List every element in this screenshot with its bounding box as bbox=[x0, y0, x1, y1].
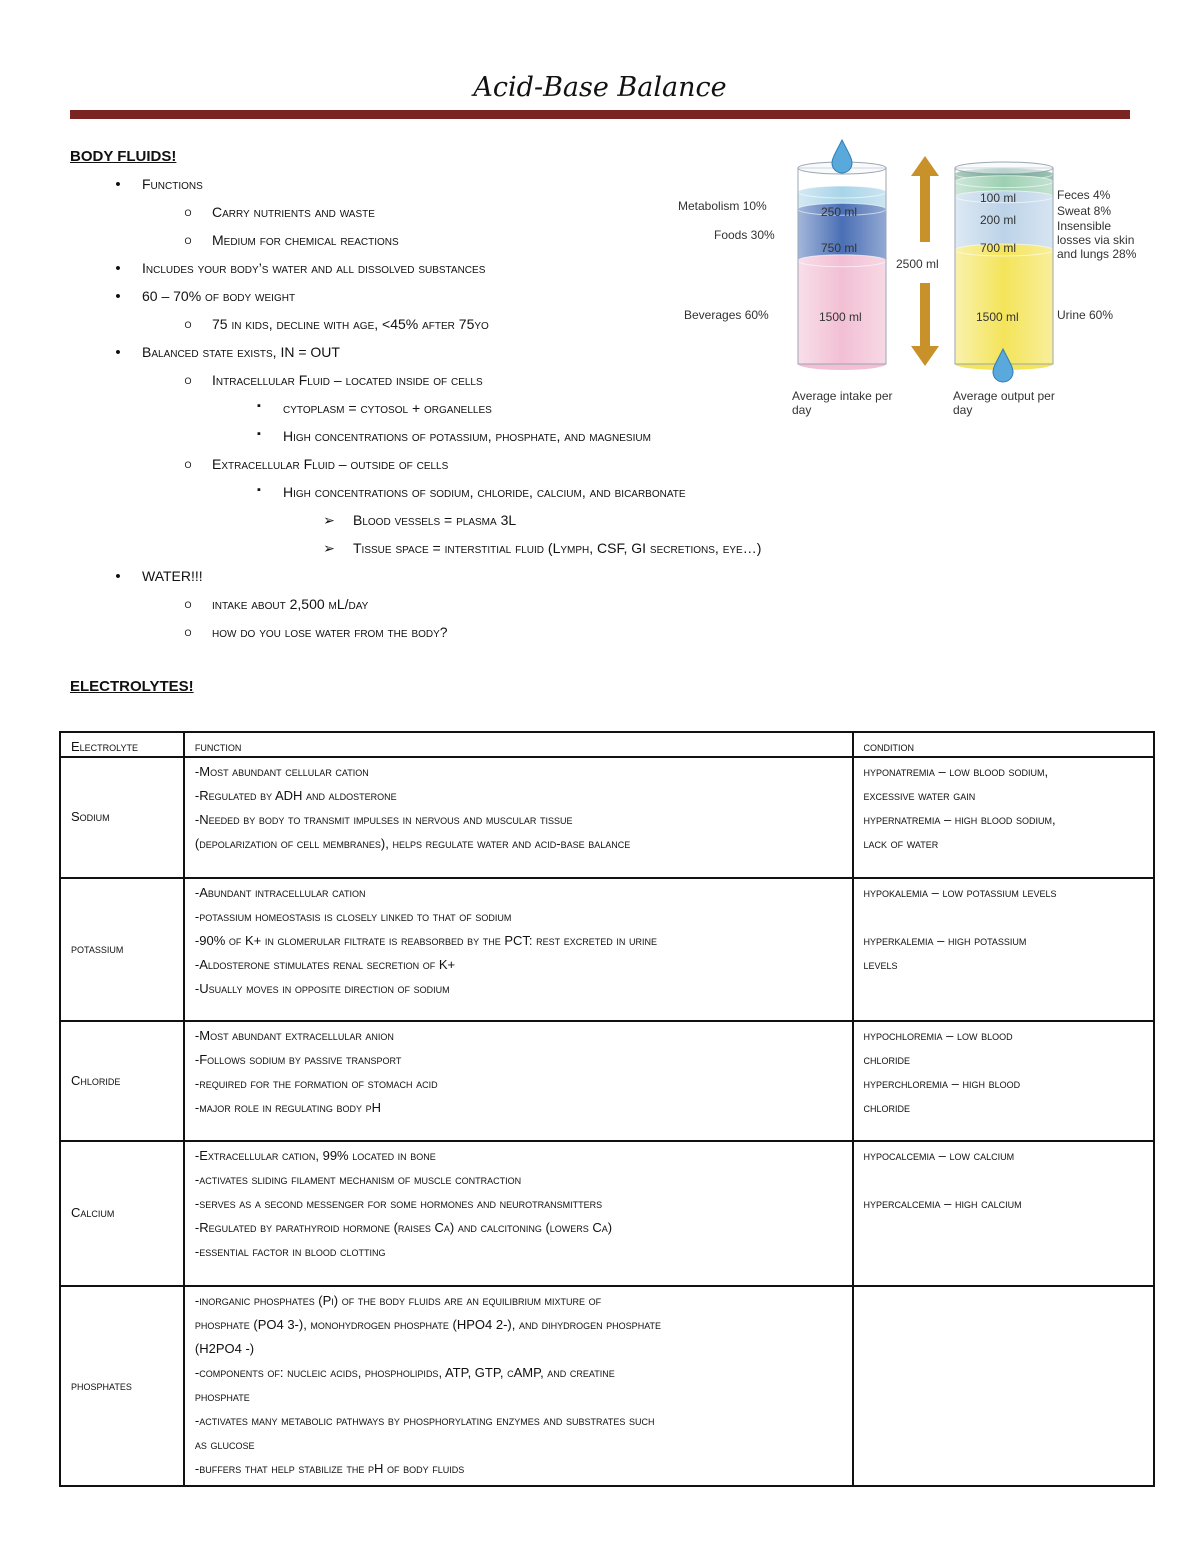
page-title: Acid-Base Balance bbox=[473, 72, 727, 103]
outline-item-text: Includes your body’s water and all dissolved substances bbox=[142, 260, 486, 276]
condition-line: hyperkalemia – high potassium bbox=[863, 933, 1027, 948]
intake-label-beverages: Beverages 60% bbox=[684, 308, 769, 322]
condition-line bbox=[864, 1168, 1144, 1192]
outline-item bbox=[115, 568, 203, 585]
arrow-down-shape bbox=[911, 283, 939, 366]
electrolyte-name: Chloride bbox=[60, 1021, 184, 1141]
function-line: -Extracellular cation, 99% located in bone bbox=[194, 1148, 436, 1163]
outline-item-text: Medium for chemical reactions bbox=[212, 232, 399, 248]
output-volume-insensible: 700 ml bbox=[980, 241, 1017, 255]
function-line: -buffers that help stabilize the pH of body fluids bbox=[194, 1461, 465, 1476]
condition-line: levels bbox=[863, 957, 898, 972]
intake-volume-beverages: 1500 ml bbox=[819, 310, 862, 324]
output-caption: Average output per day bbox=[953, 389, 1055, 417]
electrolyte-functions bbox=[184, 1286, 853, 1486]
function-line: phosphate bbox=[194, 1389, 250, 1404]
outline-item-text: cytoplasm = cytosol + organelles bbox=[283, 400, 492, 416]
function-line: (H2PO4 -) bbox=[194, 1341, 255, 1356]
condition-line: hypokalemia – low potassium levels bbox=[863, 885, 1057, 900]
intake-label-foods: Foods 30% bbox=[714, 228, 775, 242]
bullet-marker: o bbox=[184, 232, 192, 247]
outline-item bbox=[115, 176, 203, 193]
outline-item bbox=[184, 596, 369, 612]
condition-line: hypernatremia – high blood sodium, bbox=[863, 812, 1056, 827]
condition-line: hypochloremia – low blood bbox=[863, 1028, 1013, 1043]
column-header-condition: condition bbox=[853, 732, 1155, 757]
arrow-up-shape bbox=[911, 156, 939, 242]
output-volume-urine: 1500 ml bbox=[976, 310, 1019, 324]
water-balance-svg bbox=[670, 128, 1140, 428]
function-line: -potassium homeostasis is closely linked to that of sodium bbox=[194, 909, 512, 924]
bullet-marker: ▪ bbox=[257, 484, 261, 496]
electrolyte-functions bbox=[184, 757, 853, 878]
outline-item-text: how do you lose water from the body? bbox=[212, 624, 448, 640]
outline-item-text: Functions bbox=[142, 176, 203, 192]
function-line: -90% of K+ in glomerular filtrate is reabsorbed by the PCT: rest excreted in urine bbox=[194, 933, 657, 948]
total-volume-label: 2500 ml bbox=[896, 257, 939, 271]
outline-item bbox=[115, 344, 340, 361]
electrolyte-functions bbox=[184, 878, 853, 1021]
column-header-electrolyte: Electrolyte bbox=[60, 732, 184, 757]
outline-item bbox=[184, 624, 448, 640]
output-label-insensible: Insensible losses via skin and lungs 28% bbox=[1057, 219, 1137, 261]
condition-line: hypercalcemia – high calcium bbox=[863, 1196, 1022, 1211]
bullet-marker: o bbox=[184, 372, 192, 387]
table-header-row bbox=[60, 732, 1154, 757]
function-line: -required for the formation of stomach acid bbox=[194, 1076, 438, 1091]
bullet-marker: ▪ bbox=[257, 400, 261, 412]
bullet-marker: o bbox=[184, 316, 192, 331]
outline-item-text: Intracellular Fluid – located inside of cells bbox=[212, 372, 483, 388]
electrolyte-name: phosphates bbox=[60, 1286, 184, 1486]
bullet-marker: ▪ bbox=[257, 428, 261, 440]
function-line: (depolarization of cell membranes), helps regulate water and acid-base balance bbox=[194, 836, 631, 851]
outline-item-text: 75 in kids, decline with age, <45% after 75yo bbox=[212, 316, 489, 332]
electrolytes-table-body bbox=[60, 757, 1154, 1486]
title-rule bbox=[70, 110, 1130, 119]
outline-item-text: Extracellular Fluid – outside of cells bbox=[212, 456, 449, 472]
electrolytes-table bbox=[59, 731, 1155, 1487]
outline-item-text: Carry nutrients and waste bbox=[212, 204, 375, 220]
electrolytes-heading: ELECTROLYTES! bbox=[70, 678, 194, 695]
outline-item bbox=[184, 232, 399, 248]
function-line: -activates sliding filament mechanism of muscle contraction bbox=[194, 1172, 522, 1187]
outline-item bbox=[184, 456, 449, 472]
function-line: -Most abundant cellular cation bbox=[194, 764, 369, 779]
function-line: -Usually moves in opposite direction of sodium bbox=[194, 981, 450, 996]
function-line: -serves as a second messenger for some hormones and neurotransmitters bbox=[194, 1196, 603, 1211]
intake-cylinder bbox=[798, 162, 886, 370]
water-balance-diagram bbox=[670, 128, 1140, 428]
function-line: -Regulated by ADH and aldosterone bbox=[194, 788, 397, 803]
output-volume-feces: 100 ml bbox=[980, 191, 1017, 205]
function-line: -Most abundant extracellular anion bbox=[194, 1028, 394, 1043]
outline-item bbox=[257, 484, 686, 500]
table-row bbox=[60, 1141, 1154, 1286]
output-label-feces: Feces 4% bbox=[1057, 188, 1111, 202]
output-label-urine: Urine 60% bbox=[1057, 308, 1114, 322]
function-line: -components of: nucleic acids, phospholipids, ATP, GTP, cAMP, and creatine bbox=[194, 1365, 615, 1380]
water-drop-icon bbox=[832, 140, 852, 173]
bullet-marker: o bbox=[184, 204, 192, 219]
condition-line: hyponatremia – low blood sodium, bbox=[863, 764, 1049, 779]
bullet-marker: • bbox=[115, 288, 121, 305]
function-line: -major role in regulating body pH bbox=[194, 1100, 382, 1115]
outline-item bbox=[115, 260, 486, 277]
bullet-marker: • bbox=[115, 568, 121, 585]
cylinder-glass bbox=[798, 168, 886, 364]
condition-line: hypocalcemia – low calcium bbox=[863, 1148, 1015, 1163]
outline-item-text: Balanced state exists, IN = OUT bbox=[142, 344, 340, 360]
bullet-marker: • bbox=[115, 176, 121, 193]
outline-item bbox=[184, 204, 375, 220]
bullet-marker: • bbox=[115, 260, 121, 277]
function-line: -Needed by body to transmit impulses in nervous and muscular tissue bbox=[194, 812, 573, 827]
outline-item bbox=[323, 512, 517, 528]
outline-item bbox=[115, 288, 296, 305]
electrolyte-name: Sodium bbox=[60, 757, 184, 878]
electrolyte-functions bbox=[184, 1141, 853, 1286]
outline-item bbox=[184, 372, 483, 388]
outline-item bbox=[323, 540, 762, 556]
condition-line: lack of water bbox=[863, 836, 939, 851]
intake-volume-metabolism: 250 ml bbox=[821, 205, 858, 219]
condition-line: excessive water gain bbox=[863, 788, 976, 803]
outline-item bbox=[184, 316, 489, 332]
table-row bbox=[60, 878, 1154, 1021]
bullet-marker: o bbox=[184, 456, 192, 471]
outline-item-text: Tissue space = interstitial fluid (Lymph, CSF, GI secretions, eye…) bbox=[353, 540, 762, 556]
outline-item-text: intake about 2,500 mL/day bbox=[212, 596, 369, 612]
function-line: -Abundant intracellular cation bbox=[194, 885, 366, 900]
function-line: -Aldosterone stimulates renal secretion of K+ bbox=[194, 957, 456, 972]
electrolyte-conditions bbox=[853, 878, 1155, 1021]
outline-item-text: High concentrations of sodium, chloride, calcium, and bicarbonate bbox=[283, 484, 686, 500]
function-line: -Follows sodium by passive transport bbox=[194, 1052, 402, 1067]
intake-caption: Average intake per day bbox=[792, 389, 893, 417]
outline-item bbox=[257, 400, 492, 416]
function-line: -Regulated by parathyroid hormone (raises Ca) and calcitoning (lowers Ca) bbox=[194, 1220, 613, 1235]
electrolyte-name: potassium bbox=[60, 878, 184, 1021]
electrolyte-name: Calcium bbox=[60, 1141, 184, 1286]
intake-volume-foods: 750 ml bbox=[821, 241, 858, 255]
electrolyte-functions bbox=[184, 1021, 853, 1141]
table-row bbox=[60, 1021, 1154, 1141]
electrolyte-conditions bbox=[853, 1286, 1155, 1486]
electrolyte-conditions bbox=[853, 757, 1155, 878]
outline-item-text: WATER!!! bbox=[142, 568, 203, 584]
output-volume-sweat: 200 ml bbox=[980, 213, 1017, 227]
bullet-marker: ➢ bbox=[323, 540, 335, 556]
column-header-function: function bbox=[184, 732, 853, 757]
function-line: -essential factor in blood clotting bbox=[194, 1244, 386, 1259]
outline-item bbox=[257, 428, 651, 444]
table-row bbox=[60, 1286, 1154, 1486]
function-line: -activates many metabolic pathways by phosphorylating enzymes and substrates such bbox=[194, 1413, 655, 1428]
bullet-marker: o bbox=[184, 624, 192, 639]
condition-line bbox=[864, 905, 1144, 929]
condition-line: chloride bbox=[863, 1100, 911, 1115]
electrolyte-conditions bbox=[853, 1141, 1155, 1286]
function-line: -inorganic phosphates (Pi) of the body fluids are an equilibrium mixture of bbox=[194, 1293, 602, 1308]
body-fluids-heading: BODY FLUIDS! bbox=[70, 148, 177, 165]
cylinder-rim bbox=[955, 162, 1053, 174]
function-line: phosphate (PO4 3-), monohydrogen phosphate (HPO4 2-), and dihydrogen phosphate bbox=[194, 1317, 662, 1332]
intake-label-metabolism: Metabolism 10% bbox=[678, 199, 767, 213]
electrolyte-conditions bbox=[853, 1021, 1155, 1141]
function-line: as glucose bbox=[194, 1437, 255, 1452]
bullet-marker: ➢ bbox=[323, 512, 335, 528]
bullet-marker: o bbox=[184, 596, 192, 611]
condition-line: hyperchloremia – high blood bbox=[863, 1076, 1021, 1091]
bullet-marker: • bbox=[115, 344, 121, 361]
output-label-sweat: Sweat 8% bbox=[1057, 204, 1112, 218]
table-row bbox=[60, 757, 1154, 878]
outline-item-text: High concentrations of potassium, phosphate, and magnesium bbox=[283, 428, 651, 444]
outline-item-text: Blood vessels = plasma 3L bbox=[353, 512, 517, 528]
condition-line: chloride bbox=[863, 1052, 911, 1067]
outline-item-text: 60 – 70% of body weight bbox=[142, 288, 296, 304]
